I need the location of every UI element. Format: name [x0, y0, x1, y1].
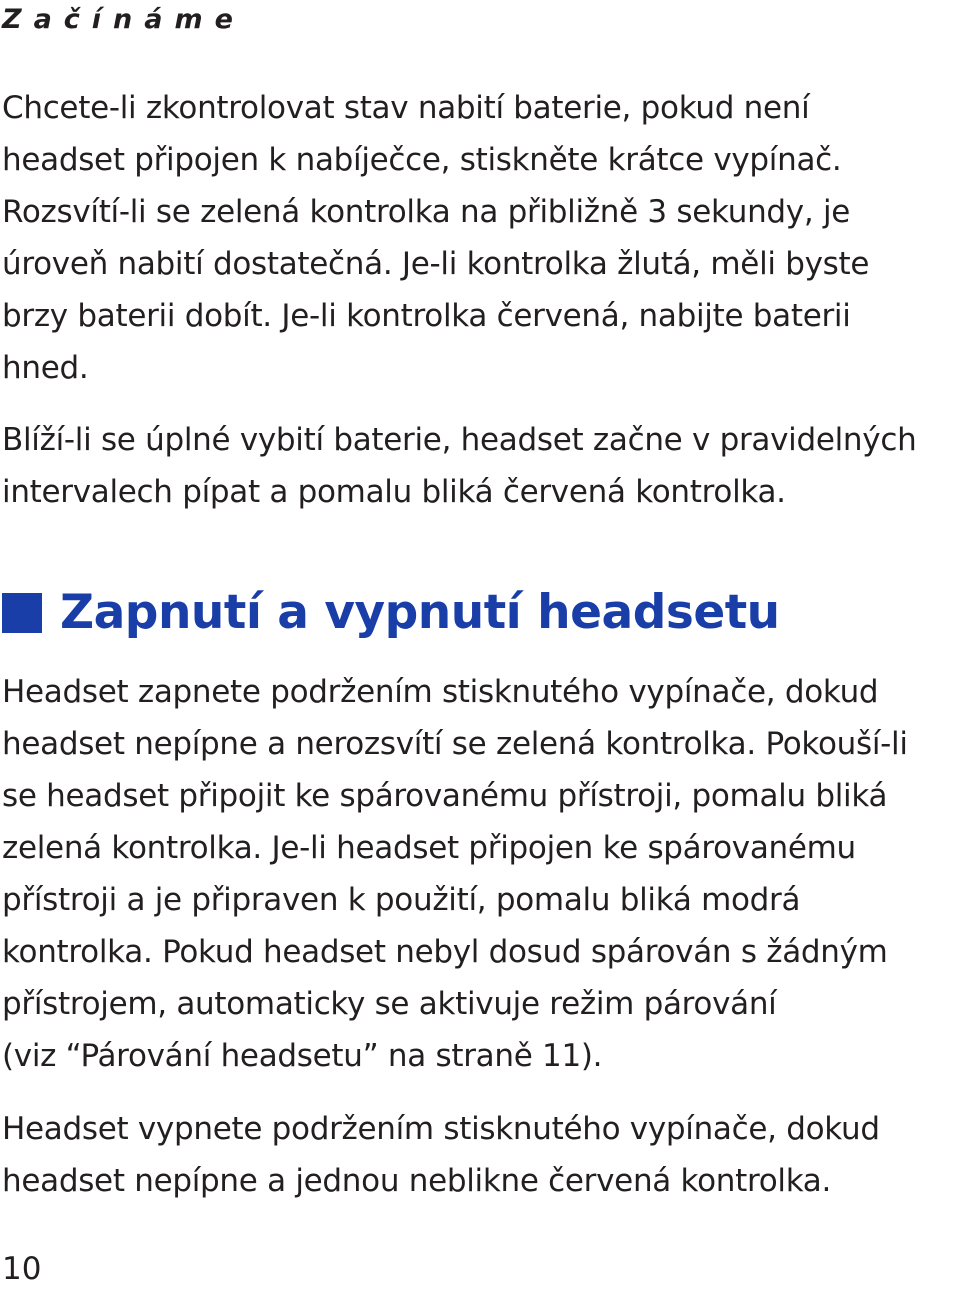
section-heading — [2, 582, 780, 644]
page-number: 10 — [2, 1251, 42, 1287]
section-bullet-icon — [2, 593, 42, 633]
paragraph-battery-low: Blíží-li se úplné vybití baterie, headset začne v pravidelných intervalech pípat a pomalu bliká červená kontrolka. — [2, 422, 917, 510]
section-heading-text: Zapnutí a vypnutí headsetu — [60, 585, 780, 640]
running-header: Začínáme — [2, 4, 245, 35]
paragraph-power-off: Headset vypnete podržením stisknutého vypínače, dokud headset nepípne a jednou neblikne červená kontrolka. — [2, 1111, 880, 1199]
paragraph-power-on: Headset zapnete podržením stisknutého vypínače, dokud headset nepípne a nerozsvítí se zelená kontrolka. Pokouší-li se headset připojit ke spárovanému přístroji, pomalu bliká zelená kontrolka. Je-li headset připojen ke spárovanému přístroji a je připraven k použití, pomalu bliká modrá kontrolka. Pokud headset nebyl dosud spárován s žádným přístrojem, automaticky se aktivuje režim párování (viz “Párování headsetu” na straně 11). — [2, 674, 908, 1074]
paragraph-battery-check: Chcete-li zkontrolovat stav nabití baterie, pokud není headset připojen k nabíječce, stiskněte krátce vypínač. Rozsvítí-li se zelená kontrolka na přibližně 3 sekundy, je úroveň nabití dostatečná. Je-li kontrolka žlutá, měli byste brzy baterii dobít. Je-li kontrolka červená, nabijte baterii hned. — [2, 90, 870, 386]
